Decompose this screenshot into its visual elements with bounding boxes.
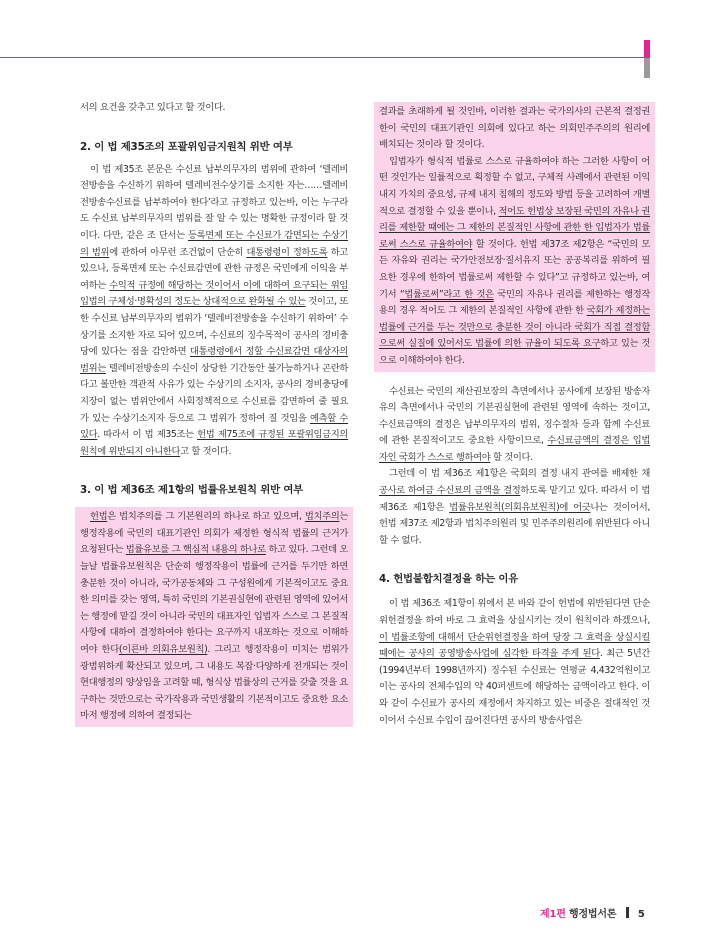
paragraph-continuation-right: 결과를 초래하게 될 것인바, 이러한 결과는 국가의사의 근본적 결정권한이 국민의 대표기관인 의회에 있다고 하는 의회민주주의의 원리에 배치되는 것이라 할 것이다. (379, 106, 650, 151)
highlighted-passage (75, 507, 353, 727)
fee-conclusion-paragraph: 그런데 이 법 제36조 제1항은 국회의 결정 내지 관여를 배제한 채 공사로 하여금 수신료의 금액을 결정하도록 맡기고 있다. 따라서 이 법 제36조 제1항은 법률유보원칙(의회유보원칙)에 어긋나는 것이어서, 헌법 제37조 제2항과 법치주의원리 및 민주주의원리에 위반된다 아니할 수 없다. (379, 468, 650, 546)
section-3-body: 헌법은 법치주의를 그 기본원리의 하나로 하고 있으며, 법치주의는 행정작용에 국민의 대표기관인 의회가 제정한 형식적 법률의 근거가 요청된다는 법률유보를 그 핵심적 내용의 하나로 하고 있다. 그런데 오늘날 법률유보원칙은 단순히 행정작용이 법률에 근거를 두기만 하면 충분한 것이 아니라, 국가공동체와 그 구성원에게 기본적이고도 중요한 의미를 갖는 영역, 특히 국민의 기본권실현에 관련된 영역에 있어서는 행정에 맡길 것이 아니라 국민의 대표자인 입법자 스스로 그 본질적 사항에 대하여 결정하여야 한다는 요구까지 내포하는 것으로 이해하여야 한다(이른바 의회유보원칙). 그리고 행정작용이 미치는 범위가 광범위하게 확산되고 있으며, 그 내용도 복잡·다양하게 전개되는 것이 현대행정의 양상임을 고려할 때, 형식상 법률상의 근거를 갖출 것을 요구하는 것만으로는 국가작용과 국민생활의 기본적이고도 중요한 요소마저 행정에 의하여 결정되는 (80, 511, 349, 722)
footer-part: 제1편 (540, 909, 566, 920)
section-heading-3: 3. 이 법 제36조 제1항의 법률유보원칙 위반 여부 (80, 484, 304, 497)
section-2-body: 이 법 제35조 본문은 수신료 납부의무자의 범위에 관하여 ‘텔레비전방송을 수신하기 위하여 텔레비전수상기를 소지한 자는……텔레비전방송수신료를 납부하여야 한다’라고 규정하고 있는바, 이는 누구라도 수신료 납부의무자의 범위를 잘 알 수 있는 명확한 규정이라 할 것이다. 다만, 같은 조 단서는 등록면제 또는 수신료가 감면되는 수상기의 범위에 관하여 아무런 조건없이 단순히 대통령령이 정하도록 하고 있으나, 등록면제 또는 수신료감면에 관한 규정은 국민에게 이익을 부여하는 수익적 규정에 해당하는 것이어서 이에 대하여 요구되는 위임입법의 구체성·명확성의 정도는 상대적으로 완화될 수 있는 것이고, 또한 수신료 납부의무자의 범위가 ‘텔레비전방송을 수신하기 위하여’ 수상기를 소지한 자로 되어 있으며, 수신료의 징수목적이 공사의 경비충당에 있다는 점을 감안하면 대통령령에서 정할 수신료감면 대상자의 범위는 텔레비전방송의 수신이 상당한 기간동안 불가능하거나 곤란하다고 볼만한 객관적 사유가 있는 수상기의 소지자, 공사의 경비충당에 지장이 없는 범위안에서 사회정책적으로 수신료를 감면하여 줄 필요가 있는 수상기소지자 등으로 그 범위가 정하여 질 것임을 예측할 수 있다. 따라서 이 법 제35조는 헌법 제75조에 규정된 포괄위임금지의 원칙에 위반되지 아니한다고 할 것이다. (80, 163, 348, 457)
footer-title: 행정법서론 (568, 909, 617, 920)
chapter-tab-marker (644, 40, 650, 58)
right-column (379, 102, 650, 729)
section-heading-2: 2. 이 법 제35조의 포괄위임금지원칙 위반 여부 (80, 140, 293, 153)
page-footer (540, 905, 645, 920)
left-column (80, 100, 348, 727)
fee-paragraph: 수신료는 국민의 재산권보장의 측면에서나 공사에게 보장된 방송자유의 측면에서나 국민의 기본권실현에 관련된 영역에 속하는 것이고, 수신료금액의 결정은 납부의무자의 범위, 징수절차 등과 함께 수신료에 관한 본질적이고도 중요한 사항이므로, 수신료금액의 결정은 입법자인 국회가 스스로 행하여야 할 것이다. (379, 385, 650, 463)
page-number: 5 (637, 909, 645, 920)
highlighted-passage-continued (374, 102, 655, 372)
footer-divider (626, 907, 629, 918)
paragraph-continuation: 서의 요건을 갖추고 있다고 할 것이다. (80, 102, 226, 113)
chapter-tab-grey (644, 58, 650, 78)
section-4-body: 이 법 제36조 제1항이 위에서 본 바와 같이 헌법에 위반된다면 단순위헌결정을 하여 바로 그 효력을 상실시키는 것이 원칙이라 하겠으나, 이 법률조항에 대해서 단순위헌결정을 하여 당장 그 효력을 상실시킬 때에는 공사의 공영방송사업에 심각한 타격을 주게 된다. 최근 5년간(1994년부터 1998년까지) 징수된 수신료는 연평균 4,432억원이고 이는 공사의 전체수입의 약 40퍼센트에 해당하는 금액이라고 한다. 이와 같이 수신료가 공사의 재정에서 차지하고 있는 비중은 절대적인 것이어서 수신료 수입이 끊어진다면 공사의 방송사업은 (379, 598, 651, 726)
section-heading-4: 4. 헌법불합치결정을 하는 이유 (379, 573, 519, 586)
header-rule (0, 57, 648, 58)
legislator-paragraph: 입법자가 형식적 법률로 스스로 규율하여야 하는 그러한 사항이 어떤 것인가는 일률적으로 획정할 수 없고, 구체적 사례에서 관련된 이익 내지 가치의 중요성, 규제 내지 침해의 정도와 방법 등을 고려하여 개별적으로 결정할 수 있을 뿐이나, 적어도 헌법상 보장된 국민의 자유나 권리를 제한할 때에는 그 제한의 본질적인 사항에 관한 한 입법자가 법률로써 스스로 규율하여야 할 것이다. 헌법 제37조 제2항은 “국민의 모든 자유와 권리는 국가안전보장·질서유지 또는 공공복리를 위하여 필요한 경우에 한하여 법률로써 제한할 수 있다”고 규정하고 있는바, 여기서 “법률로써”라고 한 것은 국민의 자유나 권리를 제한하는 행정작용의 경우 적어도 그 제한의 본질적인 사항에 관한 한 국회가 제정하는 법률에 근거를 두는 것만으로 충분한 것이 아니라 국회가 직접 결정함으로써 실질에 있어서도 법률에 의한 규율이 되도록 요구하고 있는 것으로 이해하여야 한다. (379, 155, 651, 366)
